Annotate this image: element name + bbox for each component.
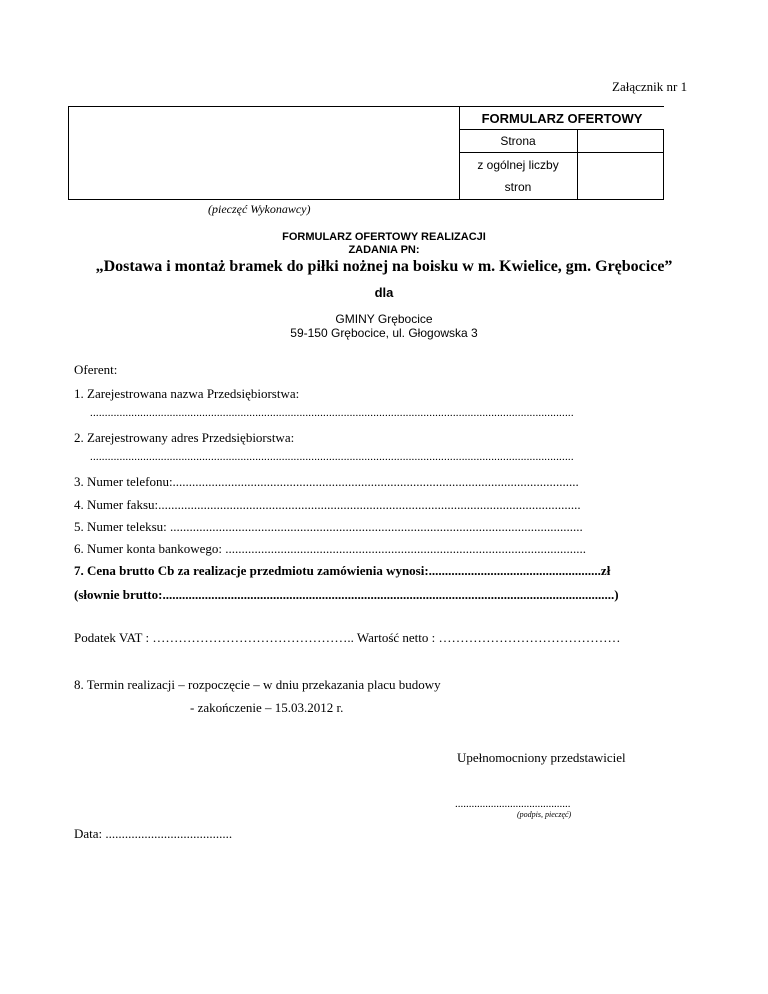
signature-caption: (podpis, pieczęć) <box>517 810 572 819</box>
page-label: Strona <box>500 134 536 148</box>
form-title: FORMULARZ OFERTOWY REALIZACJI <box>282 231 486 243</box>
company-address-field[interactable]: .................................................................................................................................................................... <box>90 451 574 463</box>
attachment-number: Załącznik nr 1 <box>612 79 688 94</box>
bidder-label: Oferent: <box>74 362 118 377</box>
signature-label: Upełnomocniony przedstawiciel <box>457 750 626 765</box>
price-in-words-field[interactable]: (słownie brutto:...........................................................................................................................................) <box>74 587 619 602</box>
company-name-field[interactable]: .................................................................................................................................................................... <box>90 407 574 419</box>
org-address: 59-150 Grębocice, ul. Głogowska 3 <box>290 326 478 340</box>
task-name: „Dostawa i montaż bramek do piłki nożnej na boisku w m. Kwielice, gm. Grębocice” <box>95 258 673 275</box>
fax-field[interactable]: 4. Numer faksu:.................................................................................................................................. <box>74 497 581 512</box>
table-title: FORMULARZ OFERTOWY <box>481 111 643 126</box>
bank-account-field[interactable]: 6. Numer konta bankowego: ............................................................................................................... <box>74 541 587 556</box>
telex-field[interactable]: 5. Numer teleksu: ............................................................................................................................... <box>74 519 583 534</box>
form-subtitle: ZADANIA PN: <box>348 244 420 256</box>
org-name: GMINY Grębocice <box>335 312 433 326</box>
company-address-label: 2. Zarejestrowany adres Przedsiębiorstwa: <box>74 430 295 445</box>
stamp-caption: (pieczęć Wykonawcy) <box>208 202 311 216</box>
signature-field[interactable]: .......................................... <box>455 798 571 810</box>
table-divider <box>459 129 663 130</box>
date-field[interactable]: Data: ....................................... <box>74 826 233 841</box>
pages-label: stron <box>504 180 532 194</box>
gross-price-field[interactable]: 7. Cena brutto Cb za realizacje przedmiotu zamówienia wynosi:.....................................................zł <box>74 563 611 578</box>
phone-field[interactable]: 3. Numer telefonu:............................................................................................................................. <box>74 474 579 489</box>
term-end: - zakończenie – 15.03.2012 r. <box>190 700 344 715</box>
term-label: 8. Termin realizacji – rozpoczęcie – w dniu przekazania placu budowy <box>74 677 441 692</box>
of-total-label: z ogólnej liczby <box>477 158 559 172</box>
for-word: dla <box>374 285 394 300</box>
table-divider <box>459 152 663 153</box>
vat-net-field[interactable]: Podatek VAT : ……………………………………….. Wartość netto : …………………………………… <box>74 630 621 645</box>
header-table <box>68 106 664 200</box>
company-name-label: 1. Zarejestrowana nazwa Przedsiębiorstwa: <box>74 386 300 401</box>
